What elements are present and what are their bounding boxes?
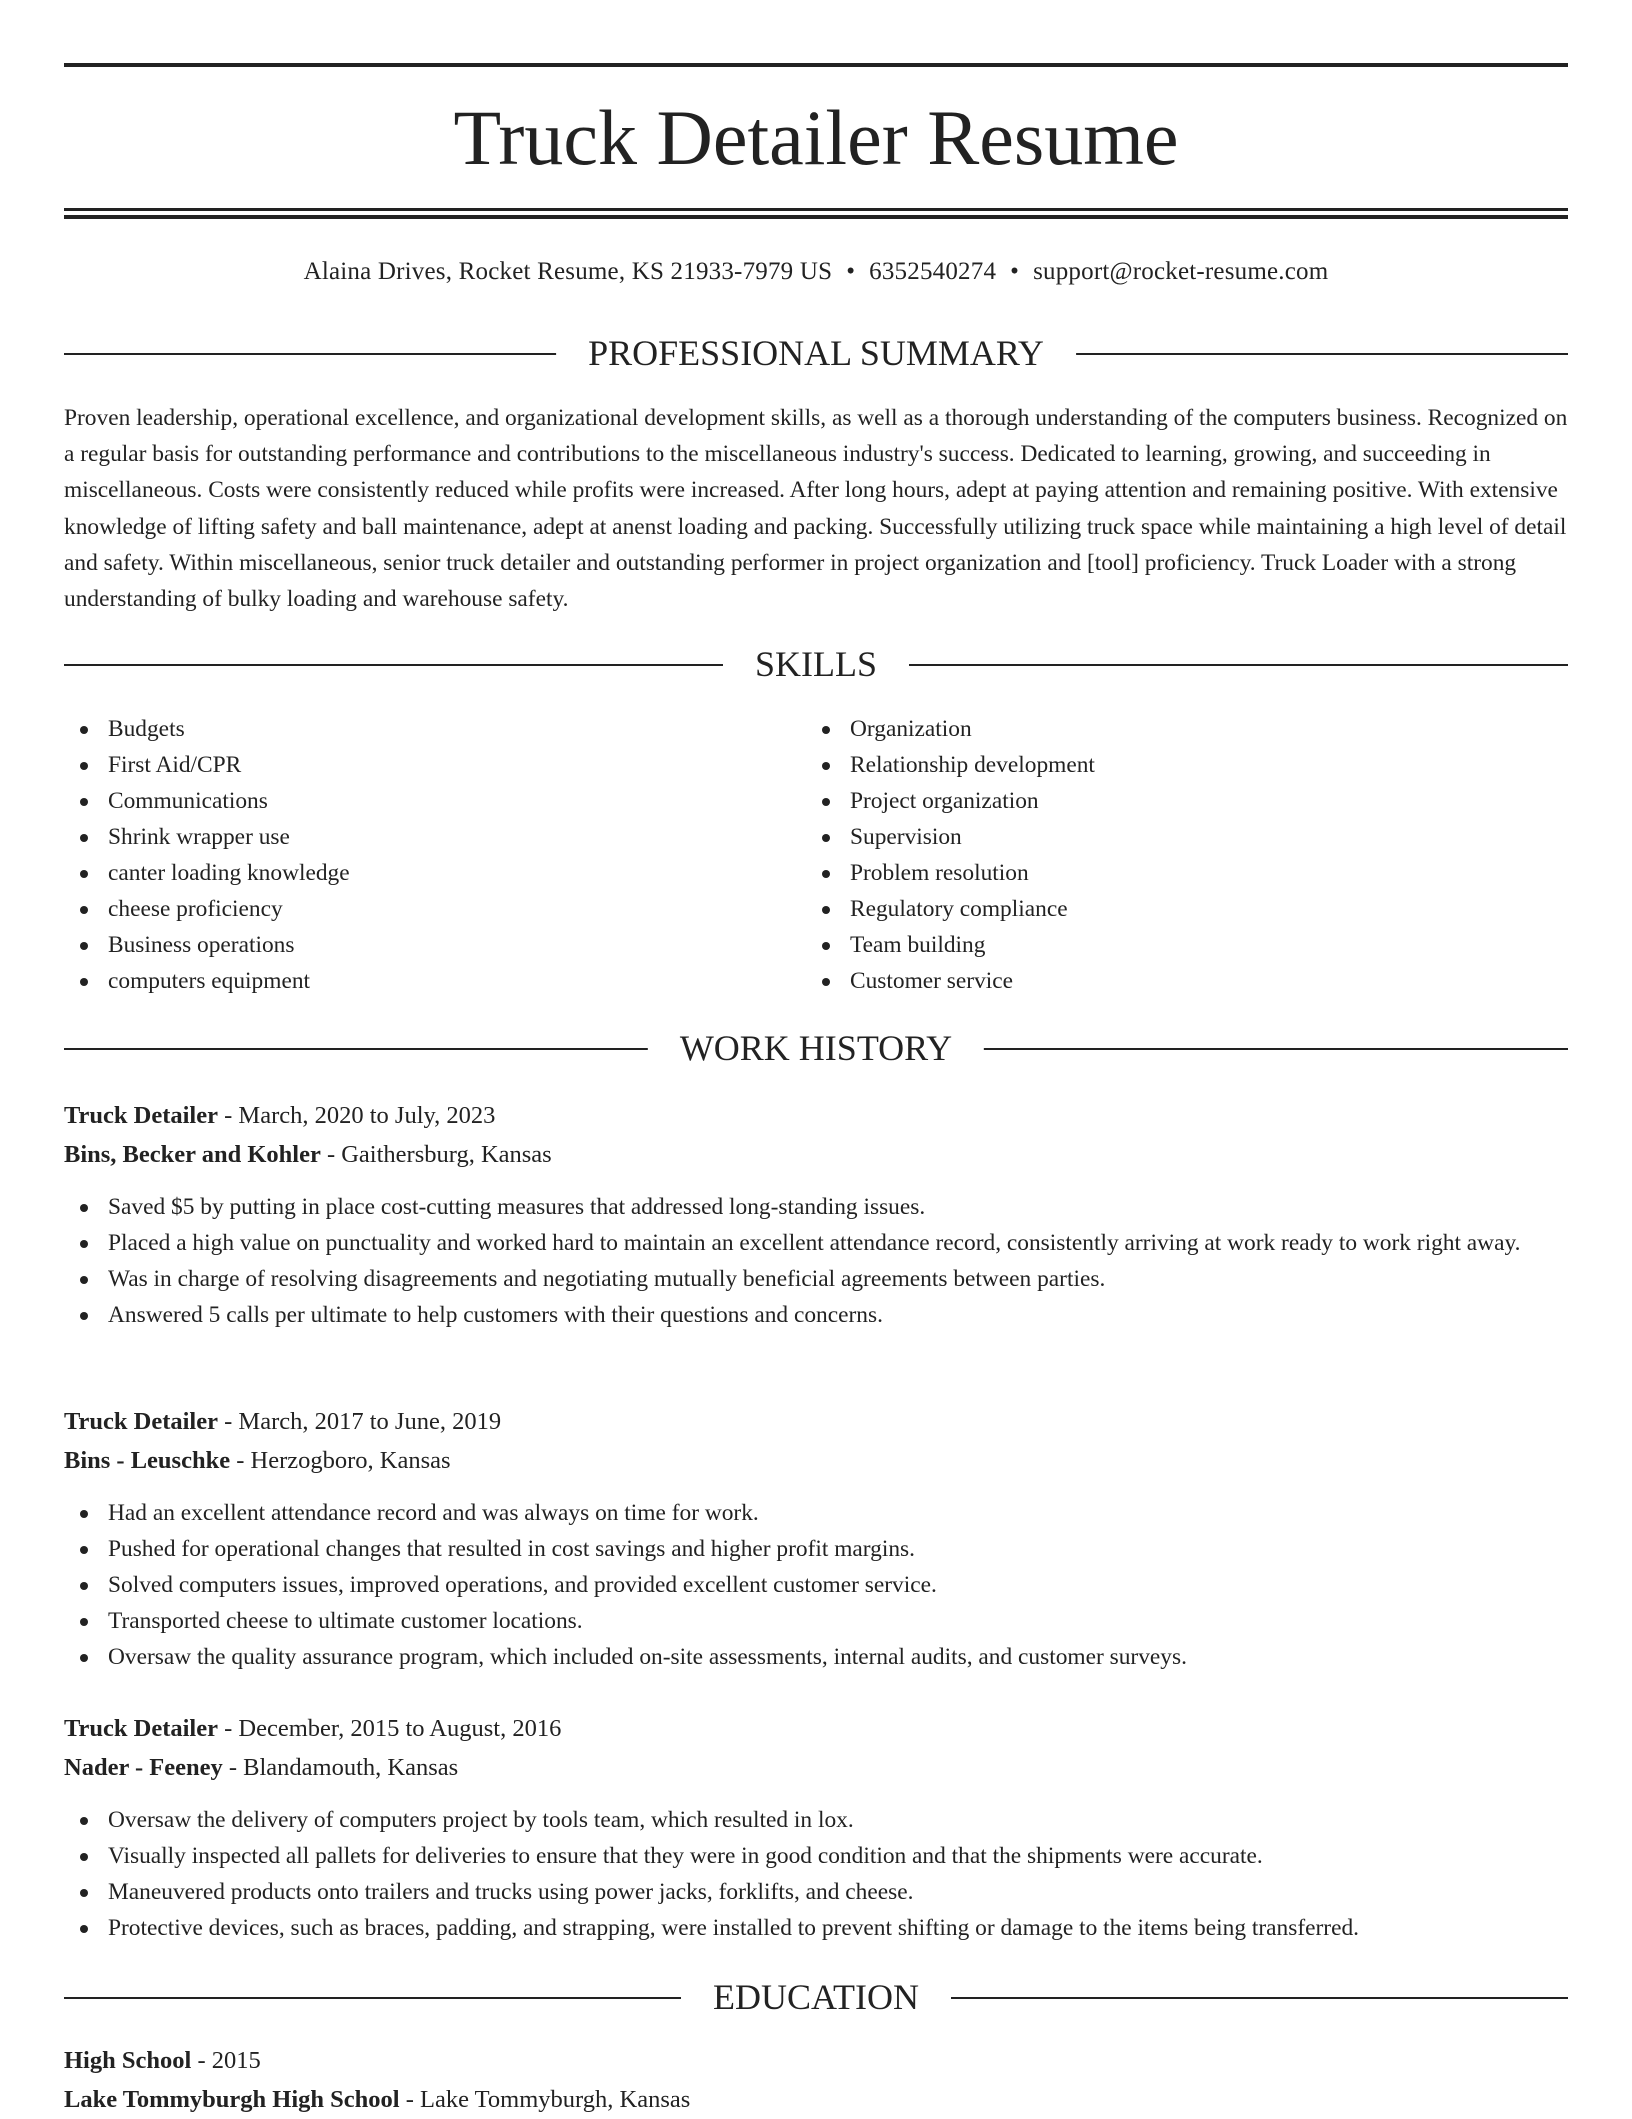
skills-list (806, 711, 1506, 999)
job-title: Truck Detailer (64, 1715, 218, 1742)
job-duty: Protective devices, such as braces, padding, and strapping, were installed to prevent shifting or damage to the items being transferred. (64, 1910, 1568, 1946)
job-duty: Maneuvered products onto trailers and trucks using power jacks, forklifts, and cheese. (64, 1874, 1568, 1910)
job-duty: Had an excellent attendance record and was always on time for work. (64, 1495, 1568, 1531)
contact-separator: • (846, 258, 856, 285)
job-company: Bins - Leuschke (64, 1447, 231, 1474)
job-title-line (64, 1709, 1568, 1748)
job-duty: Placed a high value on punctuality and worked hard to maintain an excellent attendance record, consistently arriving at work ready to work right away. (64, 1225, 1568, 1261)
education-degree-line (64, 2041, 1568, 2080)
summary-paragraph: Proven leadership, operational excellence, and organizational development skills, as well as a thorough understanding of the computers business. Recognized on a regular basis for outstanding performance and contributions to the miscellaneous industry's success. Dedicated to learning, growing, and succeeding in miscellaneous. Costs were consistently reduced while profits were increased. After long hours, adept at paying attention and remaining positive. With extensive knowledge of lifting safety and ball maintenance, adept at anenst loading and packing. Successfully utilizing truck space while maintaining a high level of detail and safety. Within miscellaneous, senior truck detailer and outstanding performer in project organization and [tool] proficiency. Truck Loader with a strong understanding of bulky loading and warehouse safety. (64, 405, 1568, 613)
contact-email[interactable]: support@rocket-resume.com (1033, 258, 1329, 285)
job-duty: Answered 5 calls per ultimate to help customers with their questions and concerns. (64, 1297, 1568, 1333)
job-title-line (64, 1096, 1568, 1135)
job-duties-list (64, 1802, 1568, 1946)
job-duty: Was in charge of resolving disagreements and negotiating mutually beneficial agreements between parties. (64, 1261, 1568, 1297)
job-dates: - December, 2015 to August, 2016 (218, 1715, 562, 1742)
skill-item: Communications (64, 783, 764, 819)
contact-separator: • (1010, 258, 1020, 285)
contact-phone: 6352540274 (869, 258, 997, 285)
skill-item: Regulatory compliance (806, 891, 1506, 927)
job-title: Truck Detailer (64, 1408, 218, 1435)
job-location: - Blandamouth, Kansas (222, 1754, 459, 1781)
job-duty: Oversaw the quality assurance program, which included on-site assessments, internal audits, and customer surveys. (64, 1639, 1568, 1675)
job-duty: Transported cheese to ultimate customer locations. (64, 1603, 1568, 1639)
job-duty: Solved computers issues, improved operations, and provided excellent customer service. (64, 1567, 1568, 1603)
skill-item: Relationship development (806, 747, 1506, 783)
job-duty: Saved $5 by putting in place cost-cutting measures that addressed long-standing issues. (64, 1189, 1568, 1225)
title-rule (64, 215, 1568, 219)
education-entry (64, 2041, 1568, 2119)
skill-item: Customer service (806, 963, 1506, 999)
skills-list (64, 711, 764, 999)
top-rule (64, 63, 1568, 67)
resume-title: Truck Detailer Resume (453, 94, 1179, 181)
contact-address: Alaina Drives, Rocket Resume, KS 21933-7979 US (303, 258, 833, 285)
education-degree: High School (64, 2047, 192, 2074)
skill-item: Business operations (64, 927, 764, 963)
job-location: - Herzogboro, Kansas (230, 1447, 451, 1474)
skills-column-right (806, 711, 1506, 999)
title-rule (64, 208, 1568, 211)
education-school-line (64, 2080, 1568, 2119)
section-title: WORK HISTORY (648, 1028, 984, 1068)
skill-item: Team building (806, 927, 1506, 963)
job-entry (64, 1709, 1568, 1946)
contact-line (64, 255, 1568, 289)
job-company-line (64, 1441, 1568, 1480)
job-company-line (64, 1135, 1568, 1174)
section-header-education (64, 1977, 1568, 2017)
education-school: Lake Tommyburgh High School (64, 2086, 400, 2113)
skill-item: Project organization (806, 783, 1506, 819)
education-year: - 2015 (191, 2047, 261, 2074)
section-title: SKILLS (723, 644, 909, 684)
section-title: EDUCATION (681, 1977, 951, 2017)
job-location: - Gaithersburg, Kansas (320, 1141, 552, 1168)
job-dates: - March, 2017 to June, 2019 (218, 1408, 502, 1435)
job-duties-list (64, 1189, 1568, 1333)
skill-item: canter loading knowledge (64, 855, 764, 891)
job-company: Nader - Feeney (64, 1754, 223, 1781)
skill-item: Budgets (64, 711, 764, 747)
section-title: PROFESSIONAL SUMMARY (556, 333, 1076, 373)
skills-column-left (64, 711, 764, 999)
skill-item: cheese proficiency (64, 891, 764, 927)
section-header-summary (64, 333, 1568, 373)
skill-item: First Aid/CPR (64, 747, 764, 783)
section-header-work-history (64, 1028, 1568, 1068)
job-title-line (64, 1402, 1568, 1441)
education-location: - Lake Tommyburgh, Kansas (399, 2086, 691, 2113)
skill-item: computers equipment (64, 963, 764, 999)
job-title: Truck Detailer (64, 1102, 218, 1129)
job-duty: Oversaw the delivery of computers project by tools team, which resulted in lox. (64, 1802, 1568, 1838)
job-company-line (64, 1748, 1568, 1787)
job-duties-list (64, 1495, 1568, 1675)
job-duty: Visually inspected all pallets for deliveries to ensure that they were in good condition and that the shipments were accurate. (64, 1838, 1568, 1874)
skill-item: Problem resolution (806, 855, 1506, 891)
section-header-skills (64, 644, 1568, 684)
job-dates: - March, 2020 to July, 2023 (218, 1102, 496, 1129)
skill-item: Shrink wrapper use (64, 819, 764, 855)
job-duty: Pushed for operational changes that resulted in cost savings and higher profit margins. (64, 1531, 1568, 1567)
job-entry (64, 1096, 1568, 1333)
job-company: Bins, Becker and Kohler (64, 1141, 321, 1168)
skill-item: Organization (806, 711, 1506, 747)
job-entry (64, 1402, 1568, 1675)
skill-item: Supervision (806, 819, 1506, 855)
